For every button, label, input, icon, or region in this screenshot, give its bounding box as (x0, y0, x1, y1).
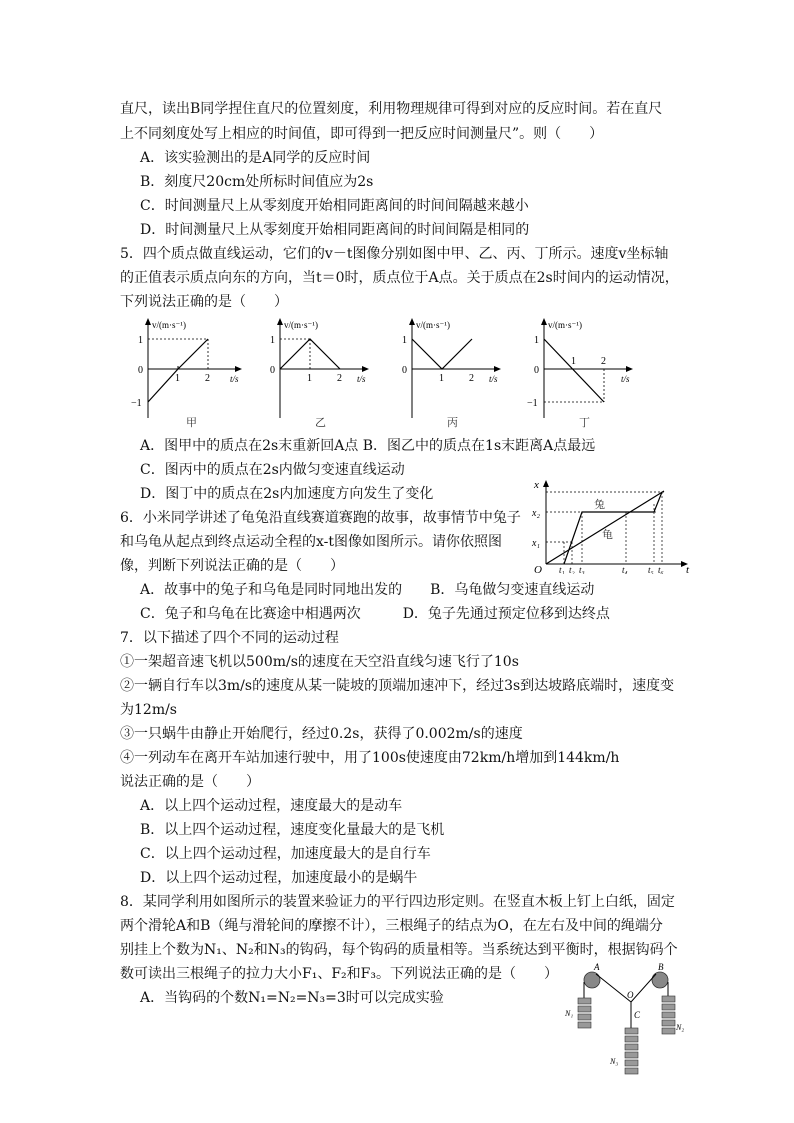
q8-stem-line1: 8．某同学利用如图所示的装置来验证力的平行四边形定则。在竖直木板上钉上白纸，固定 (120, 894, 675, 910)
rabbit-label: 兔 (594, 498, 605, 511)
ylabel-bing: v/(m·s⁻¹) (416, 320, 450, 330)
label-b: B (658, 962, 664, 972)
label-a: A (594, 962, 600, 972)
pulley-apparatus (560, 960, 690, 1078)
xlabel-jia: t/s (230, 374, 239, 384)
tick-2-x: 2 (601, 356, 606, 367)
origin-o: O (534, 564, 542, 574)
tick-2-x: 2 (205, 373, 210, 384)
q7-item-2a: ②一辆自行车以3m/s的速度从某一陡坡的顶端加速冲下，经过3s到达坡路底端时，速度变 (120, 678, 675, 694)
origin-label: 0 (534, 365, 539, 376)
t-axis-label: t (686, 564, 690, 574)
vt-graph-jia (128, 314, 258, 429)
xlabel-ding: t/s (621, 374, 630, 384)
tick-1-y: 1 (534, 335, 539, 346)
label-o: O (627, 990, 634, 1000)
caption-yi: 乙 (315, 416, 326, 429)
weights-n3 (625, 1028, 638, 1074)
q7-item-3: ③一只蜗牛由静止开始爬行，经过0.2s，获得了0.002m/s的速度 (120, 726, 523, 742)
label-n3: N₃ (610, 1057, 619, 1066)
xlabel-yi: t/s (357, 374, 366, 384)
q4-option-c: C．时间测量尺上从零刻度开始相同距离间的时间间隔越来越小 (140, 198, 529, 214)
q4-stem-line1: 直尺，读出B同学捏住直尺的位置刻度，利用物理规律可得到对应的反应时间。若在直尺 (120, 101, 663, 117)
q5-stem-line1: 5．四个质点做直线运动，它们的v－t图像分别如图中甲、乙、丙、丁所示。速度v坐标轴 (120, 246, 669, 262)
q7-item-1: ①一架超音速飞机以500m/s的速度在天空沿直线匀速飞行了10s (120, 654, 519, 670)
q7-option-d: D．以上四个运动过程，加速度最小的是蜗牛 (140, 870, 418, 886)
q7-option-b: B．以上四个运动过程，速度变化量最大的是飞机 (140, 822, 445, 838)
t3-label: t₃ (579, 565, 585, 574)
q6-stem-line1: 6．小米同学讲述了龟兔沿直线赛道赛跑的故事，故事情节中兔子 (120, 510, 521, 526)
q8-option-a: A．当钩码的个数N₁=N₂=N₃=3时可以完成实验 (140, 990, 444, 1006)
q7-option-c: C．以上四个运动过程，加速度最大的是自行车 (140, 846, 431, 862)
tick-1-x: 1 (571, 356, 576, 367)
caption-ding: 丁 (579, 416, 590, 429)
q4-option-a: A．该实验测出的是A同学的反应时间 (140, 150, 371, 166)
t4-label: t₄ (622, 565, 628, 574)
origin-label: 0 (270, 365, 275, 376)
x1-label: x₁ (532, 538, 540, 549)
tick-2-x: 2 (469, 373, 474, 384)
q4-stem-line2: 上不同刻度处写上相应的时间值，即可得到一把反应时间测量尺”。则（ ） (120, 126, 604, 142)
ylabel-ding: v/(m·s⁻¹) (548, 320, 582, 330)
q5-stem-line2: 的正值表示质点向东的方向，当t＝0时，质点位于A点。关于质点在2s时间内的运动情况， (120, 270, 679, 286)
q6-stem-line3: 像，判断下列说法正确的是（ ） (120, 558, 344, 574)
x-axis-label: x (534, 479, 539, 491)
label-n2: N₂ (676, 1023, 685, 1032)
pulley-a (584, 972, 600, 988)
tick-1-y: 1 (138, 335, 143, 346)
q7-item-4: ④一列动车在离开车站加速行驶中，用了100s使速度由72km/h增加到144km/h (120, 750, 620, 766)
xlabel-bing: t/s (489, 374, 498, 384)
label-n1: N₁ (565, 1009, 574, 1018)
label-c: C (634, 1010, 641, 1020)
q6-stem-line2: 和乌龟从起点到终点运动全程的x-t图像如图所示。请你依照图 (120, 534, 503, 550)
tick-2-x: 2 (337, 373, 342, 384)
tick-1-y: 1 (270, 335, 275, 346)
q4-option-d: D．时间测量尺上从零刻度开始相同距离间的时间间隔是相同的 (140, 222, 530, 238)
q5-stem-line3: 下列说法正确的是（ ） (120, 294, 288, 310)
tick-1-x: 1 (175, 373, 180, 384)
caption-bing: 丙 (447, 416, 458, 429)
t2-label: t₂ (569, 565, 575, 574)
q7-item-2b: 为12m/s (120, 702, 177, 718)
turtle-label: 龟 (602, 528, 613, 541)
tick-neg1-y: −1 (131, 398, 142, 409)
t5-label: t₅ (648, 565, 654, 574)
q5-option-ab: A．图甲中的质点在2s末重新回A点 B．图乙中的质点在1s末距离A点最远 (140, 438, 596, 454)
tick-neg1-y: −1 (527, 398, 538, 409)
q5-option-d: D．图丁中的质点在2s内加速度方向发生了变化 (140, 486, 434, 502)
tick-1-x: 1 (307, 373, 312, 384)
ylabel-jia: v/(m·s⁻¹) (152, 320, 186, 330)
q6-option-ab: A．故事中的兔子和乌龟是同时同地出发的 B．乌龟做匀变速直线运动 (140, 582, 595, 598)
q8-stem-line2: 两个滑轮A和B（绳与滑轮间的摩擦不计），三根绳子的结点为O，在左右及中间的绳端分 (120, 918, 663, 934)
origin-label: 0 (138, 365, 143, 376)
t6-label: t₆ (658, 565, 664, 574)
t1-label: t₁ (559, 565, 565, 574)
q5-option-c: C．图丙中的质点在2s内做匀变速直线运动 (140, 462, 405, 478)
q4-option-b: B．刻度尺20cm处所标时间值应为2s (140, 174, 374, 190)
vt-graph-ding (524, 314, 649, 429)
vt-graph-bing (392, 314, 517, 429)
ylabel-yi: v/(m·s⁻¹) (284, 320, 318, 330)
tick-1-x: 1 (439, 373, 444, 384)
xt-graph-race (528, 474, 696, 574)
vt-graph-yi (260, 314, 385, 429)
weights-n1 (578, 998, 591, 1028)
q7-stem: 7．以下描述了四个不同的运动过程 (120, 630, 339, 646)
weights-n2 (662, 996, 675, 1034)
origin-label: 0 (402, 365, 407, 376)
caption-jia: 甲 (186, 416, 197, 429)
pulley-b (652, 972, 668, 988)
q7-option-a: A．以上四个运动过程，速度最大的是动车 (140, 798, 403, 814)
q6-option-cd: C．兔子和乌龟在比赛途中相遇两次 D．兔子先通过预定位移到达终点 (140, 606, 610, 622)
q8-stem-line4: 数可读出三根绳子的拉力大小F₁、F₂和F₃。下列说法正确的是（ ） (120, 966, 558, 982)
x2-label: x₂ (532, 508, 540, 519)
q7-ask: 说法正确的是（ ） (120, 774, 260, 790)
q8-stem-line3: 别挂上个数为N₁、N₂和N₃的钩码，每个钩码的质量相等。当系统达到平衡时，根据钩码个 (120, 942, 678, 958)
tick-1-y: 1 (402, 335, 407, 346)
